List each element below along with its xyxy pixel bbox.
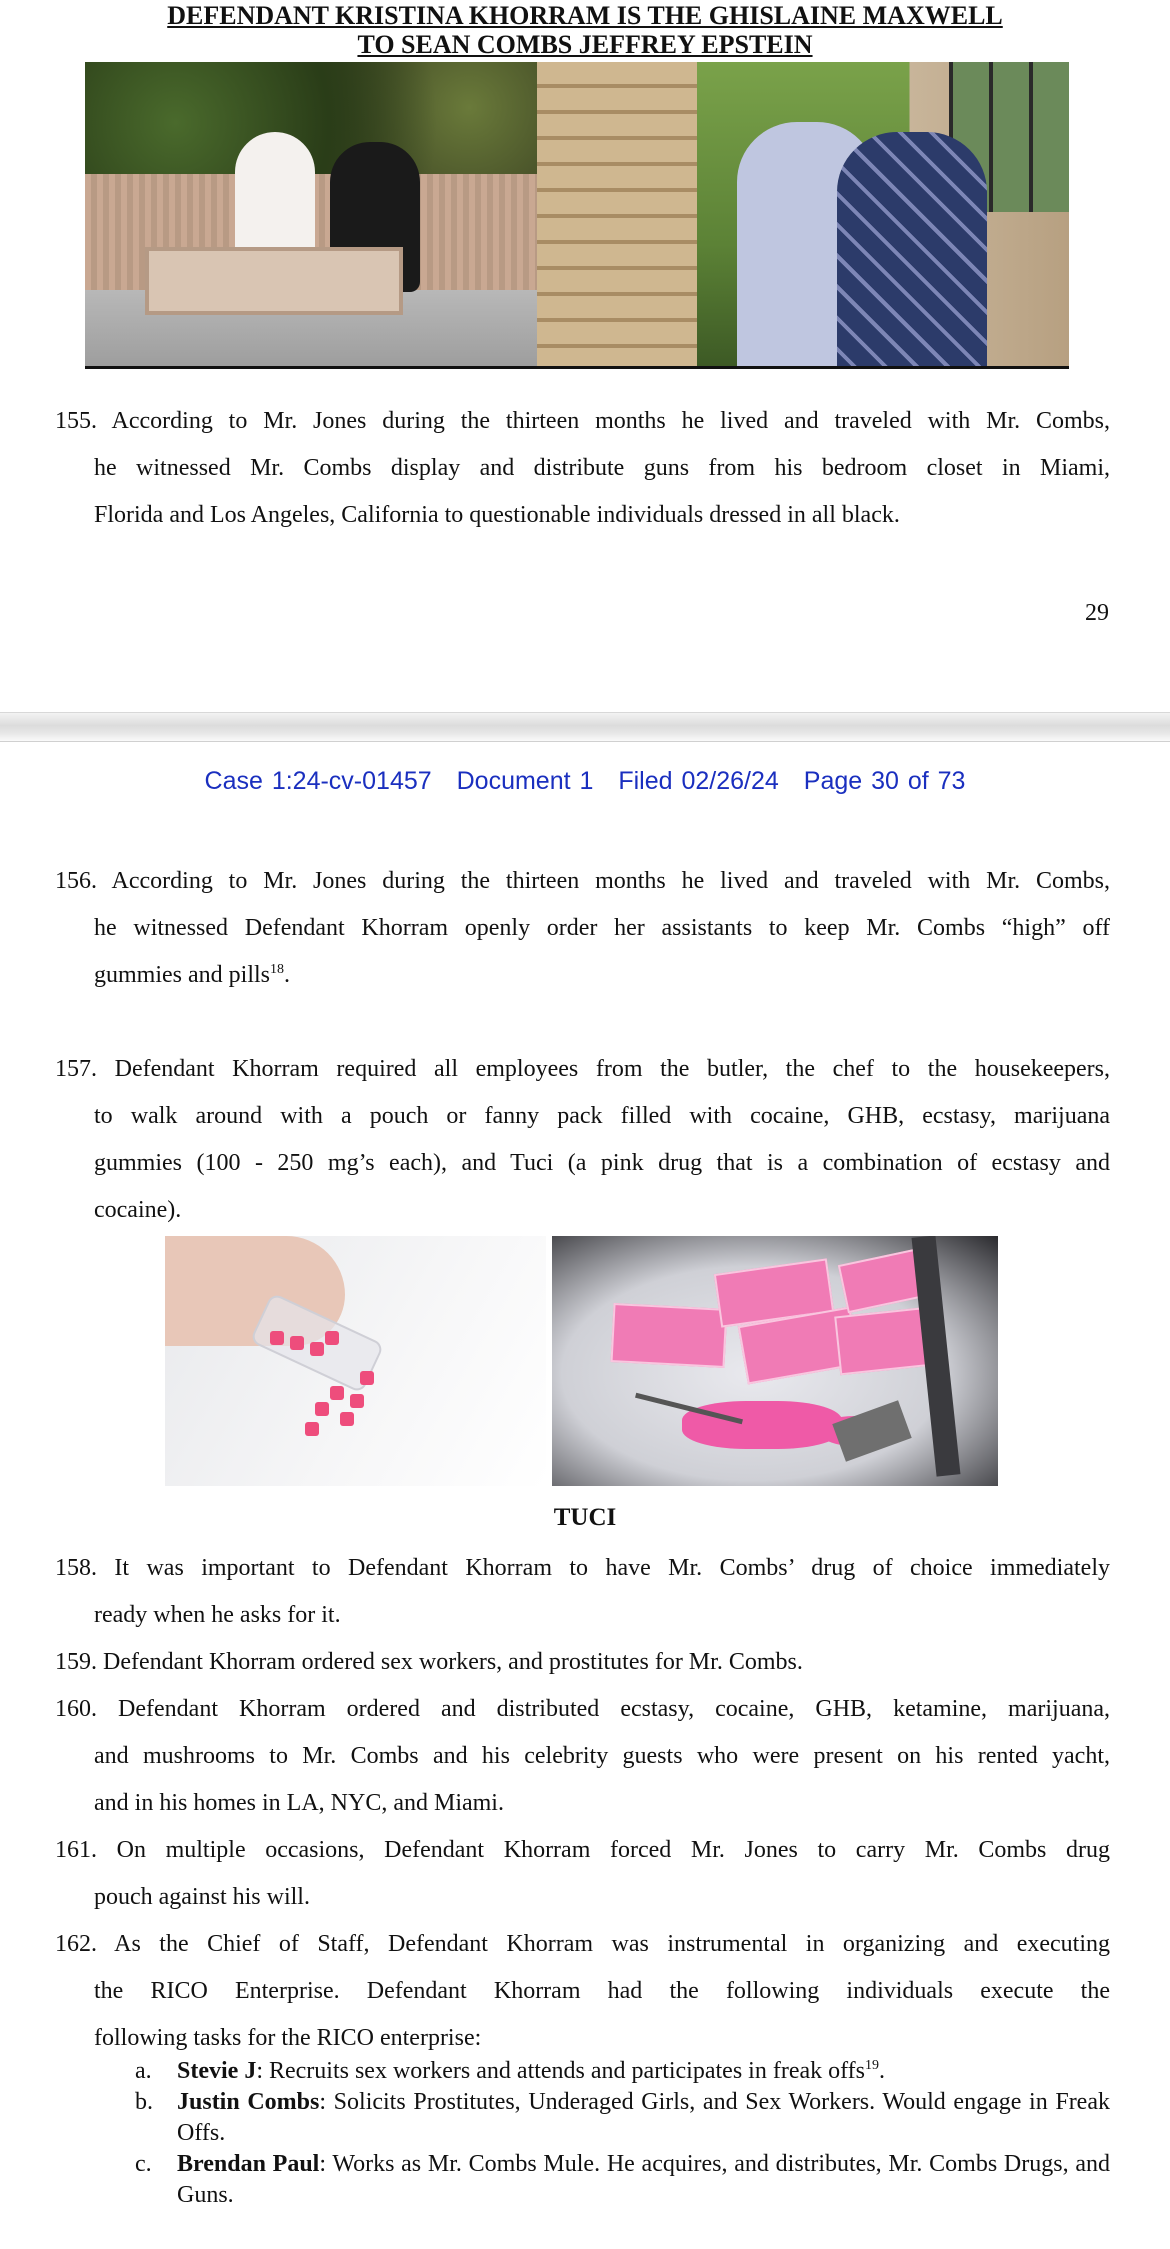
paragraph-line: 157. Defendant Khorram required all employees from the butler, the chef to the housekeepers, [55, 1056, 1111, 1082]
paragraph-line: he witnessed Defendant Khorram openly order her assistants to keep Mr. Combs “high” off [94, 915, 1110, 941]
footnote-marker[interactable]: 19 [865, 2058, 880, 2073]
paragraph-line: 155. According to Mr. Jones during the thirteen months he lived and traveled with Mr. Combs, [55, 408, 1110, 434]
paragraph-number: 157. [55, 1056, 97, 1082]
tuci-photos [165, 1236, 998, 1486]
paragraph-number: 161. [55, 1837, 97, 1863]
task-list-item [135, 2149, 1110, 2211]
photo-pink-pills [165, 1236, 546, 1486]
paragraph-number: 160. [55, 1696, 97, 1722]
paragraph-line: and mushrooms to Mr. Combs and his celebrity guests who were present on his rented yacht, [94, 1743, 1110, 1769]
task-list [135, 2056, 1110, 2211]
comparison-photo-strip [85, 62, 1069, 369]
paragraph-line: 159. Defendant Khorram ordered sex workers, and prostitutes for Mr. Combs. [55, 1649, 803, 1675]
paragraph-158 [55, 1545, 1110, 1639]
paragraph-line: he witnessed Mr. Combs display and distribute guns from his bedroom closet in Miami, [94, 455, 1110, 481]
paragraph-155 [55, 398, 1110, 539]
page-30 [0, 740, 1170, 2249]
figure-caption: TUCI [553, 1504, 617, 1531]
paragraph-156 [55, 858, 1110, 999]
paragraph-159 [55, 1639, 1110, 1686]
section-heading-line-1: DEFENDANT KRISTINA KHORRAM IS THE GHISLAINE MAXWELL [167, 1, 1003, 30]
paragraph-number: 162. [55, 1931, 97, 1957]
paragraph-162 [55, 1921, 1110, 2062]
item-letter: b. [135, 2089, 153, 2115]
filed-date: Filed 02/26/24 [618, 767, 779, 795]
paragraph-157 [55, 1046, 1110, 1234]
task-description: : Works as Mr. Combs Mule. He acquires, and distributes, Mr. Combs Drugs, and Guns. [177, 2151, 1110, 2208]
paragraph-line: 158. It was important to Defendant Khorram to have Mr. Combs’ drug of choice immediately [55, 1555, 1110, 1581]
paragraph-line: gummies (100 - 250 mg’s each), and Tuci (a pink drug that is a combination of ecstasy and [94, 1150, 1110, 1176]
item-letter: c. [135, 2151, 152, 2177]
paragraph-line: 162. As the Chief of Staff, Defendant Khorram was instrumental in organizing and executing [55, 1931, 1110, 1957]
paragraph-line: cocaine). [94, 1197, 182, 1223]
paragraph-line: and in his homes in LA, NYC, and Miami. [94, 1790, 504, 1816]
paragraph-line: following tasks for the RICO enterprise: [94, 2025, 482, 2051]
task-list-item: a. Stevie J: Recruits sex workers and attends and participates in freak offs$^{19}$. [135, 2056, 1110, 2087]
paragraph-161 [55, 1827, 1110, 1921]
paragraph-line: Florida and Los Angeles, California to questionable individuals dressed in all black. [94, 502, 900, 528]
page-29 [0, 0, 1170, 712]
task-list-item [135, 2087, 1110, 2149]
task-description: : Solicits Prostitutes, Underaged Girls, and Sex Workers. Would engage in Freak Offs. [177, 2089, 1110, 2146]
paragraph-number: 158. [55, 1555, 97, 1581]
person-name: Stevie J [177, 2058, 257, 2084]
footnote-marker[interactable]: 18 [270, 962, 284, 977]
paragraph-line: pouch against his will. [94, 1884, 310, 1910]
paragraph-number: 156. [55, 868, 97, 894]
paragraph-line: 161. On multiple occasions, Defendant Khorram forced Mr. Jones to carry Mr. Combs drug [55, 1837, 1111, 1863]
paragraph-line: to walk around with a pouch or fanny pack filled with cocaine, GHB, ecstasy, marijuana [94, 1103, 1110, 1129]
photo-epstein-maxwell [537, 62, 1069, 366]
person-name: Justin Combs [177, 2089, 320, 2115]
paragraph-number: 155. [55, 408, 97, 434]
paragraph-number: 159. [55, 1649, 97, 1675]
document-number: Document 1 [456, 767, 594, 795]
paragraph-line: 156. According to Mr. Jones during the thirteen months he lived and traveled with Mr. Combs, [55, 868, 1110, 894]
case-header [0, 767, 1170, 796]
item-letter: a. [135, 2058, 152, 2084]
paragraph-line: gummies and pills$^{18}$. [94, 962, 290, 988]
task-description: : Recruits sex workers and attends and participates in freak offs [256, 2058, 866, 2084]
page-separator [0, 712, 1170, 742]
case-number: Case 1:24-cv-01457 [204, 767, 432, 795]
paragraph-160 [55, 1686, 1110, 1827]
section-heading-line-2: TO SEAN COMBS JEFFREY EPSTEIN [357, 30, 813, 59]
photo-pink-powder [552, 1236, 998, 1486]
paragraph-line: 160. Defendant Khorram ordered and distributed ecstasy, cocaine, GHB, ketamine, marijuana, [55, 1696, 1111, 1722]
paragraph-line: the RICO Enterprise. Defendant Khorram had the following individuals execute the [94, 1978, 1110, 2004]
photo-khorram-combs [85, 62, 537, 366]
person-name: Brendan Paul [177, 2151, 320, 2177]
paragraph-line: ready when he asks for it. [94, 1602, 341, 1628]
page-count: Page 30 of 73 [803, 767, 966, 795]
page-number: 29 [1085, 600, 1109, 626]
